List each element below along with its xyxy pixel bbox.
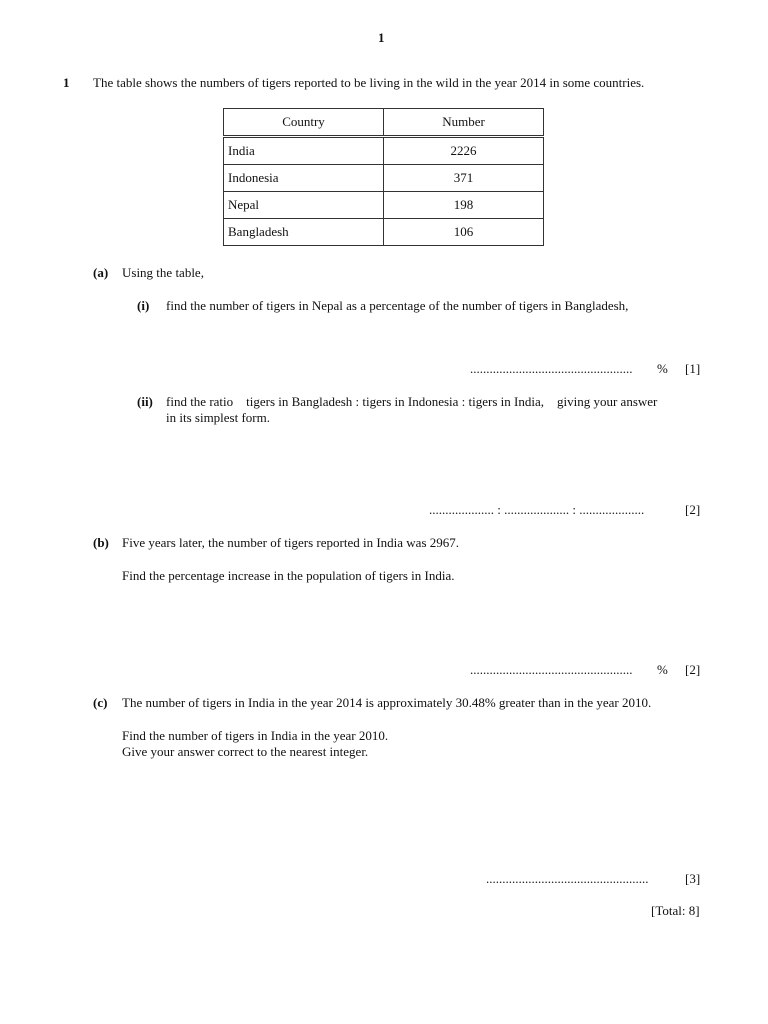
table-cell-country: Nepal <box>224 192 384 219</box>
part-a-ii-marks: [2] <box>685 502 701 517</box>
part-a-text: Using the table, <box>122 265 204 280</box>
part-a-i-marks: [1] <box>685 361 701 376</box>
part-a-ii-text-line2: in its simplest form. <box>166 410 270 425</box>
question-stem: The table shows the numbers of tigers reported to be living in the wild in the year 2014 in some countries. <box>93 75 645 90</box>
table-row <box>224 165 544 192</box>
part-a-ii-text-line1: find the ratio tigers in Bangladesh : tigers in Indonesia : tigers in India, giving your answer <box>166 394 658 409</box>
part-b-marks: [2] <box>685 662 701 677</box>
table-header-number: Number <box>384 109 544 137</box>
part-c-answer-line[interactable]: .................................................. <box>486 871 649 886</box>
part-a-i-text: find the number of tigers in Nepal as a percentage of the number of tigers in Bangladesh, <box>166 298 629 313</box>
table-row <box>224 192 544 219</box>
part-a-label: (a) <box>93 265 109 280</box>
table-row <box>224 137 544 165</box>
part-b-text1: Five years later, the number of tigers reported in India was 2967. <box>122 535 460 550</box>
table-cell-number: 371 <box>384 165 544 192</box>
part-a-ii-answer-line[interactable]: .................... : .................... : .................... <box>429 502 645 517</box>
table-header-row <box>224 109 544 137</box>
part-b-unit: % <box>657 662 668 677</box>
table-cell-country: Bangladesh <box>224 219 384 246</box>
part-b-answer-line[interactable]: .................................................. <box>470 662 633 677</box>
table-cell-number: 106 <box>384 219 544 246</box>
part-c-text3: Give your answer correct to the nearest integer. <box>122 744 369 759</box>
part-c-text2: Find the number of tigers in India in the year 2010. <box>122 728 389 743</box>
table-cell-number: 2226 <box>384 137 544 165</box>
part-a-i-label: (i) <box>137 298 150 313</box>
part-b-label: (b) <box>93 535 109 550</box>
table-cell-number: 198 <box>384 192 544 219</box>
part-a-i-answer-line[interactable]: .................................................. <box>470 361 633 376</box>
page-number: 1 <box>378 30 385 45</box>
tigers-table <box>223 108 544 246</box>
table-cell-country: Indonesia <box>224 165 384 192</box>
table-row <box>224 219 544 246</box>
table-header-country: Country <box>224 109 384 137</box>
part-c-marks: [3] <box>685 871 701 886</box>
part-a-i-unit: % <box>657 361 668 376</box>
part-c-label: (c) <box>93 695 108 710</box>
part-b-text2: Find the percentage increase in the population of tigers in India. <box>122 568 455 583</box>
table-cell-country: India <box>224 137 384 165</box>
part-a-ii-label: (ii) <box>137 394 153 409</box>
question-number: 1 <box>63 75 70 90</box>
part-c-text1: The number of tigers in India in the year 2014 is approximately 30.48% greater than in the year 2010. <box>122 695 652 710</box>
total-marks: [Total: 8] <box>651 903 700 918</box>
